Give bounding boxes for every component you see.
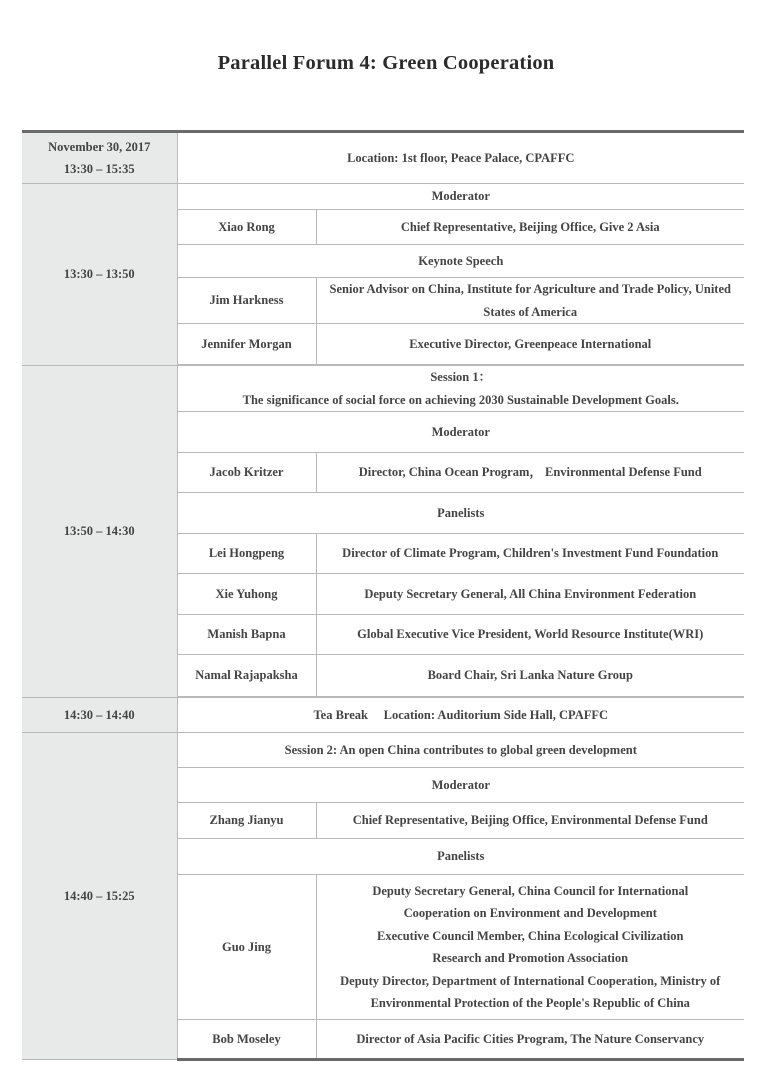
person-name: Jim Harkness <box>177 278 316 324</box>
time-slot-3: 14:40 – 15:25 <box>22 733 177 1060</box>
person-role: Director of Climate Program, Children's Investment Fund Foundation <box>316 534 744 574</box>
time-slot-break: 14:30 – 14:40 <box>22 698 177 733</box>
person-role: Senior Advisor on China, Institute for Agriculture and Trade Policy, United States of America <box>316 278 744 324</box>
page-title: Parallel Forum 4: Green Cooperation <box>217 52 555 74</box>
person-role: Deputy Secretary General, All China Environment Federation <box>316 574 744 615</box>
person-role: Director of Asia Pacific Cities Program, The Nature Conservancy <box>316 1020 744 1060</box>
person-name: Namal Rajapaksha <box>177 655 316 697</box>
person-name: Guo Jing <box>177 875 316 1020</box>
person-role: Chief Representative, Beijing Office, Give 2 Asia <box>316 210 744 245</box>
session-heading <box>177 366 744 412</box>
section-label: Panelists <box>177 839 744 875</box>
person-name: Jennifer Morgan <box>177 324 316 365</box>
session-title: Session 2: An open China contributes to global green development <box>177 733 744 768</box>
agenda-table <box>22 130 744 1061</box>
role-line: Deputy Secretary General, China Council for International <box>372 883 689 898</box>
session-subtitle: The significance of social force on achieving 2030 Sustainable Development Goals. <box>242 392 679 407</box>
person-name: Jacob Kritzer <box>177 453 316 493</box>
person-role: Chief Representative, Beijing Office, Environmental Defense Fund <box>316 803 744 839</box>
section-label: Moderator <box>177 768 744 803</box>
section-label: Moderator <box>177 412 744 453</box>
table-row <box>22 366 744 412</box>
forum-date: November 30, 2017 <box>48 139 151 154</box>
date-time-cell <box>22 132 177 184</box>
tea-break-location: Location: Auditorium Side Hall, CPAFFC <box>383 707 609 722</box>
person-name: Bob Moseley <box>177 1020 316 1060</box>
person-role: Executive Director, Greenpeace International <box>316 324 744 365</box>
role-line: Environmental Protection of the People's Republic of China <box>370 996 690 1010</box>
tea-break-cell <box>177 698 744 733</box>
person-name: Lei Hongpeng <box>177 534 316 574</box>
section-label: Keynote Speech <box>177 245 744 278</box>
section-label: Panelists <box>177 493 744 534</box>
person-role: Director, China Ocean Program， Environmental Defense Fund <box>316 453 744 493</box>
time-slot-2: 13:50 – 14:30 <box>22 366 177 698</box>
person-name: Xiao Rong <box>177 210 316 245</box>
session-title: Session 1： <box>430 370 492 384</box>
role-line: Cooperation on Environment and Development <box>403 906 657 920</box>
forum-time: 13:30 – 15:35 <box>63 162 135 176</box>
person-name: Xie Yuhong <box>177 574 316 615</box>
person-name: Manish Bapna <box>177 615 316 655</box>
role-line: Deputy Director, Department of International Cooperation, Ministry of <box>340 973 721 988</box>
person-role: Global Executive Vice President, World Resource Institute(WRI) <box>316 615 744 655</box>
role-line: Executive Council Member, China Ecological Civilization <box>377 928 684 943</box>
forum-location: Location: 1st floor, Peace Palace, CPAFFC <box>177 132 744 184</box>
table-row <box>22 733 744 768</box>
role-line: Research and Promotion Association <box>432 951 629 965</box>
table-row <box>22 132 744 184</box>
time-slot-1: 13:30 – 13:50 <box>22 184 177 366</box>
table-row <box>22 184 744 210</box>
person-role: Board Chair, Sri Lanka Nature Group <box>316 655 744 697</box>
person-name: Zhang Jianyu <box>177 803 316 839</box>
section-label: Moderator <box>177 184 744 210</box>
tea-break-label: Tea Break <box>313 707 368 722</box>
table-row <box>22 698 744 733</box>
person-role-multi <box>316 875 744 1020</box>
